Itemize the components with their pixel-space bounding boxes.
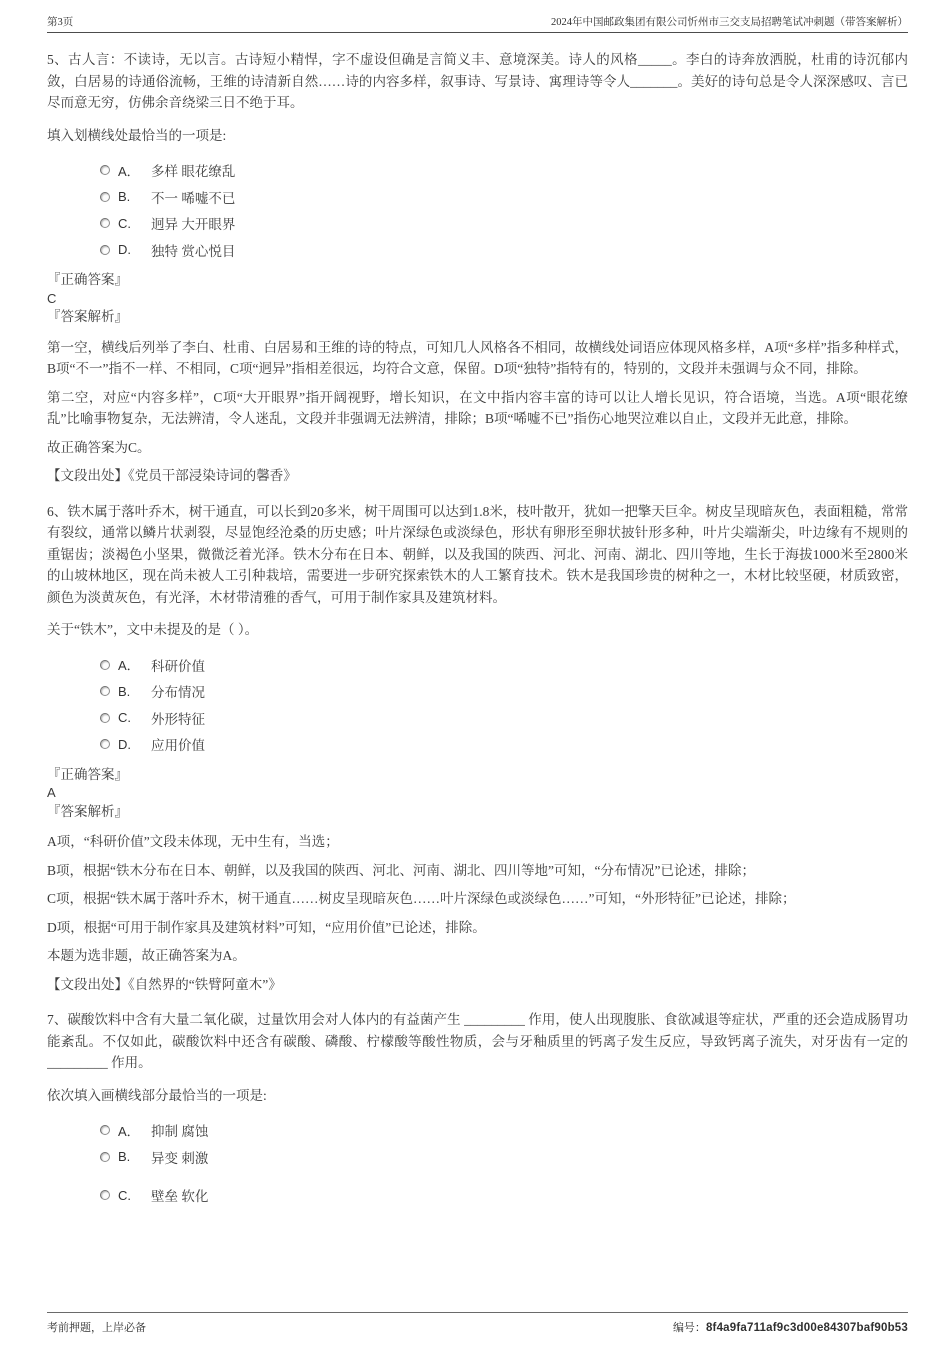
footer-slogan: 考前押题，上岸必备: [47, 1322, 146, 1334]
option-text: 独特 赏心悦目: [151, 243, 236, 259]
option-label: B.: [118, 189, 131, 205]
q7-option-c[interactable]: [100, 1182, 908, 1209]
option-text: 壁垒 软化: [151, 1189, 209, 1205]
option-label: B.: [118, 1149, 131, 1165]
option-text: 异变 刺激: [151, 1150, 209, 1166]
q6-option-c[interactable]: [100, 705, 908, 732]
question-5-stem: 5、古人言：不读诗，无以言。古诗短小精悍，字不虚设但确是言简义丰、意境深美。诗人的风格_____。李白的诗奔放洒脱，杜甫的诗沉郁内敛，白居易的诗通俗流畅，王维的诗清新自然……诗的内容多样，叙事诗、写景诗、寓理诗等令人_______。美好的诗句总是令人深深感叹、言已尽而意无穷，仿佛余音绕梁三日不绝于耳。: [47, 52, 908, 110]
analysis-header: 『答案解析』: [47, 309, 128, 324]
analysis-paragraph: D项，根据“可用于制作家具及建筑材料”可知，“应用价值”已论述，排除。: [47, 919, 486, 935]
question-7-stem: 7、碳酸饮料中含有大量二氧化碳，过量饮用会对人体内的有益菌产生 _________ 作用，使人出现腹胀、食欲减退等症状，严重的还会造成肠胃功能紊乱。不仅如此，碳酸饮料中还含有碳酸、磷酸、柠檬酸等酸性物质，会与牙釉质里的钙离子发生反应，导致钙离子流失，对牙齿有一定的 _________ 作用。: [47, 1012, 908, 1070]
page-header: [47, 0, 908, 33]
option-text: 分布情况: [151, 685, 205, 701]
analysis-paragraph: B项，根据“铁木分布在日本、朝鲜，以及我国的陕西、河北、河南、湖北、四川等地”可知，“分布情况”已论述，排除；: [47, 862, 755, 878]
radio-button[interactable]: [100, 739, 110, 749]
radio-button[interactable]: [100, 192, 110, 202]
q5-option-d[interactable]: [100, 237, 908, 264]
radio-button[interactable]: [100, 1152, 110, 1162]
conclusion: 故正确答案为C。: [47, 439, 151, 455]
radio-button[interactable]: [100, 713, 110, 723]
q7-option-b[interactable]: [100, 1144, 908, 1171]
option-label: A．: [118, 163, 140, 179]
analysis-paragraph: 第二空，对应“内容多样”，C项“大开眼界”指开阔视野，增长知识，在文中指内容丰富的诗可以让人增长见识，符合语境，当选。A项“眼花缭乱”比喻事物复杂，无法辨清，令人迷乱，文段并非强调无法辨清，排除；B项“唏嘘不已”指伤心地哭泣难以自止，文段并无此意，排除。: [47, 389, 908, 426]
question-5-prompt: 填入划横线处最恰当的一项是:: [47, 127, 227, 143]
option-label: B.: [118, 683, 131, 699]
page-number: 第3页: [47, 17, 74, 28]
page-footer: [47, 1312, 908, 1335]
question-6-options: [100, 652, 908, 758]
page-content: [47, 34, 908, 1296]
q6-option-a[interactable]: [100, 652, 908, 679]
option-text: 多样 眼花缭乱: [151, 164, 236, 180]
option-label: D.: [118, 242, 131, 258]
serial-label: 编号：: [672, 1322, 706, 1334]
q6-option-d[interactable]: [100, 731, 908, 758]
correct-answer-value: C: [47, 290, 57, 306]
conclusion: 本题为选非题，故正确答案为A。: [47, 948, 246, 963]
option-label: C.: [118, 1187, 131, 1203]
option-text: 迥异 大开眼界: [151, 217, 236, 233]
question-6-prompt: 关于“铁木”，文中未提及的是（ ）。: [47, 622, 259, 637]
option-text: 科研价值: [151, 658, 205, 674]
radio-button[interactable]: [100, 686, 110, 696]
option-text: 抑制 腐蚀: [151, 1124, 209, 1140]
radio-button[interactable]: [100, 1125, 110, 1135]
radio-button[interactable]: [100, 1190, 110, 1200]
question-7-prompt: 依次填入画横线部分最恰当的一项是:: [47, 1087, 267, 1103]
source-reference: 【文段出处】《党员干部浸染诗词的馨香》: [47, 468, 297, 483]
correct-answer-value: A: [47, 785, 56, 800]
q5-option-a[interactable]: [100, 157, 908, 184]
radio-button[interactable]: [100, 660, 110, 670]
option-text: 不一 唏嘘不已: [151, 190, 236, 206]
question-7: [47, 1009, 908, 1209]
correct-answer-header: 『正确答案』: [47, 766, 128, 782]
question-5: [47, 49, 908, 487]
radio-button[interactable]: [100, 245, 110, 255]
question-5-options: [100, 157, 908, 263]
analysis-paragraph: A项，“科研价值”文段未体现，无中生有，当选；: [47, 834, 339, 849]
source-reference: 【文段出处】《自然界的“铁臂阿童木”》: [47, 976, 282, 992]
q5-option-c[interactable]: [100, 210, 908, 237]
option-text: 应用价值: [151, 738, 205, 754]
option-label: A．: [118, 658, 140, 674]
option-text: 外形特征: [151, 711, 205, 727]
option-label: C.: [118, 215, 131, 231]
option-label: A．: [118, 1123, 140, 1139]
serial-value: 8f4a9fa711af9c3d00e84307baf90b53: [705, 1322, 908, 1334]
question-6: [47, 501, 908, 996]
option-label: D.: [118, 736, 131, 752]
footer-serial: [673, 1319, 908, 1335]
doc-title: 2024年中国邮政集团有限公司忻州市三交支局招聘笔试冲刺题（带答案解析）: [551, 17, 908, 28]
radio-button[interactable]: [100, 218, 110, 228]
q6-option-b[interactable]: [100, 678, 908, 705]
q5-option-b[interactable]: [100, 184, 908, 211]
analysis-header: 『答案解析』: [47, 803, 128, 819]
correct-answer-header: 『正确答案』: [47, 272, 128, 287]
question-6-stem: 6、铁木属于落叶乔木，树干通直，可以长到20多米，树干周围可以达到1.8米，枝叶散开，犹如一把擎天巨伞。树皮呈现暗灰色，表面粗糙，常常有裂纹，通常以鳞片状剥裂，尽显饱经沧桑的历史感；叶片深绿色或淡绿色，形状有卵形至卵状披针形多种，叶片尖端渐尖，叶边缘有不规则的重锯齿；淡褐色小坚果，微微泛着光泽。铁木分布在日本、朝鲜，以及我国的陕西、河北、河南、湖北、四川等地，生长于海拔1000米至2800米的山坡林地区，现在尚未被人工引种栽培，需要进一步研究探索铁木的人工繁育技术。铁木是我国珍贵的树种之一，木材比较坚硬，材质致密，颜色为淡黄灰色，有光泽，木材带清雅的香气，可用于制作家具及建筑材料。: [47, 503, 908, 605]
analysis-paragraph: 第一空，横线后列举了李白、杜甫、白居易和王维的诗的特点，可知几人风格各不相同，故横线处词语应体现风格多样，A项“多样”指多种样式，B项“不一”指不一样、不相同，C项“迥异”指相差很远，均符合文意，保留。D项“独特”指特有的，特别的，文段并未强调与众不同，排除。: [47, 339, 908, 376]
option-label: C.: [118, 710, 131, 726]
question-7-options: [100, 1117, 908, 1209]
analysis-paragraph: C项，根据“铁木属于落叶乔木，树干通直……树皮呈现暗灰色……叶片深绿色或淡绿色……”可知，“外形特征”已论述，排除；: [47, 891, 796, 906]
radio-button[interactable]: [100, 165, 110, 175]
q7-option-a[interactable]: [100, 1117, 908, 1144]
